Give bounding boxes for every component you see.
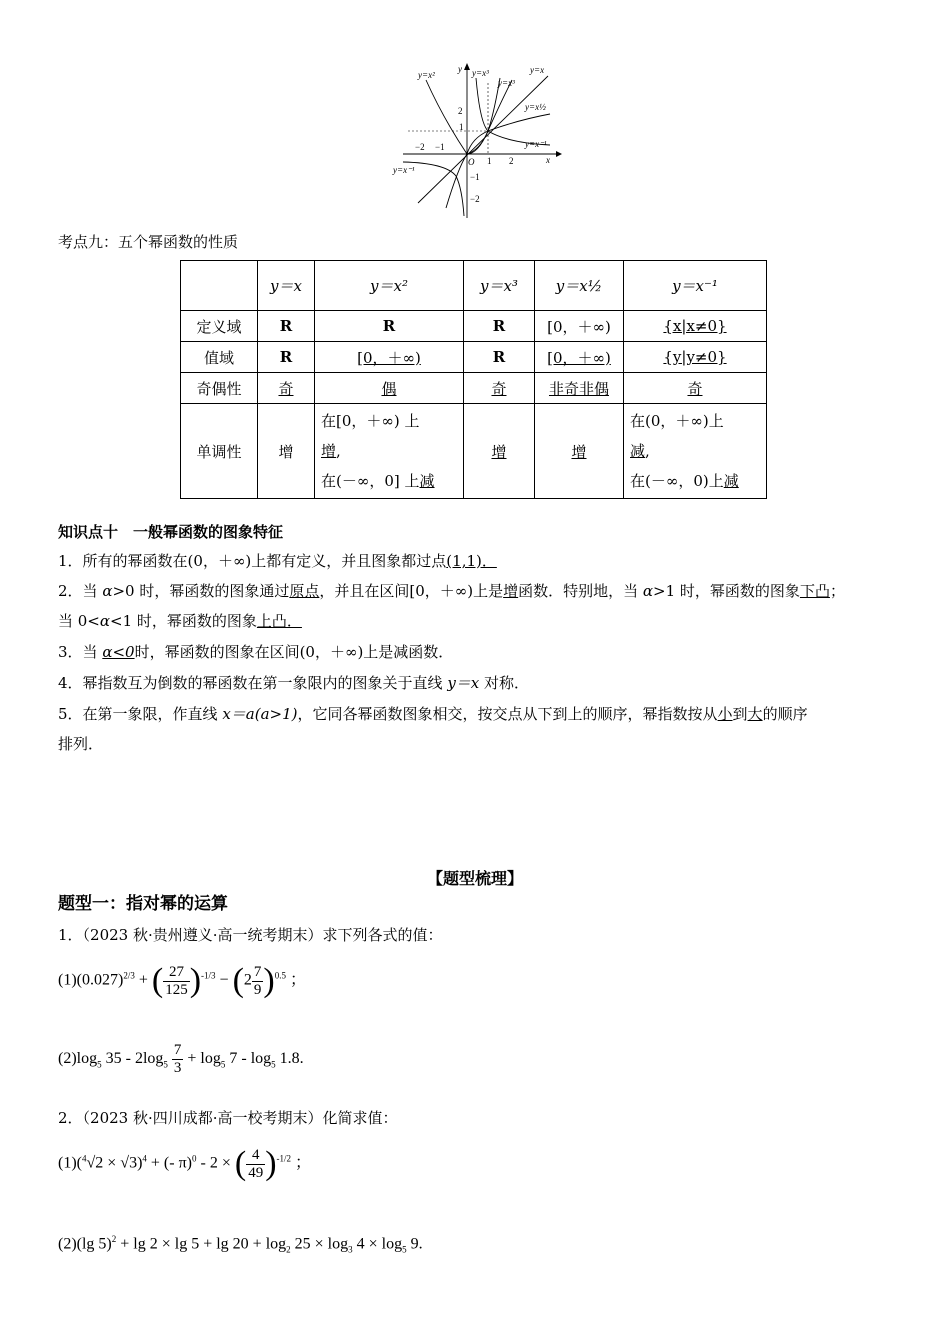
- cell: R: [464, 342, 535, 373]
- header-col: y＝x: [258, 261, 315, 311]
- table-row: [181, 404, 767, 499]
- svg-text:1: 1: [459, 122, 464, 132]
- row-label: 单调性: [181, 404, 258, 499]
- power-function-graph: [388, 58, 563, 220]
- table-row: [181, 342, 767, 373]
- cell: R: [258, 311, 315, 342]
- paragraph: 当 0<α<1 时，幂函数的图象上凸．: [58, 612, 302, 630]
- cell: [0，＋∞): [535, 342, 624, 373]
- svg-text:−2: −2: [415, 142, 425, 152]
- row-label: 奇偶性: [181, 373, 258, 404]
- cell: 在[0，＋∞) 上 增, 在(－∞，0] 上减: [315, 404, 464, 499]
- q1-part1: $(1)(0.027)^{2/3}$ + ( $\frac{27}{125}$ )$^{-1/3}$ − (2 $\frac{7}{9}$ )$^{0.5}$ ；: [58, 962, 306, 999]
- svg-text:−1: −1: [435, 142, 445, 152]
- paragraph: 5．在第一象限，作直线 x＝a(a>1)，它同各幂函数图象相交，按交点从下到上的顺序，幂指数按从小到大的顺序: [58, 705, 808, 723]
- paragraph: 3．当 α<0时，幂函数的图象在区间(0，＋∞)上是减函数．: [58, 643, 454, 661]
- cell: [0，＋∞): [535, 311, 624, 342]
- cell: R: [315, 311, 464, 342]
- question-2: 2．（2023 秋·四川成都·高一校考期末）化简求值：: [58, 1109, 398, 1127]
- header-col: y＝x½: [535, 261, 624, 311]
- cell: {x|x≠0}: [624, 311, 767, 342]
- properties-table: [180, 260, 767, 499]
- paragraph: 1．所有的幂函数在(0，＋∞)上都有定义，并且图象都过点(1,1)．: [58, 552, 497, 570]
- label-x2: y=x²: [418, 70, 435, 80]
- y-axis-arrow: [464, 63, 470, 70]
- svg-text:2: 2: [458, 106, 463, 116]
- cell: 奇: [258, 373, 315, 404]
- header-col: y＝x⁻¹: [624, 261, 767, 311]
- paragraph: 2．当 α>0 时，幂函数的图象通过原点，并且在区间[0，＋∞)上是增函数．特别地，当 α>1 时，幂函数的图象下凸；: [58, 582, 845, 600]
- x-axis-label: x: [546, 155, 550, 165]
- types-heading: 【题型梳理】: [426, 869, 523, 888]
- label-x3: y=x³: [472, 68, 489, 78]
- x-axis-arrow: [556, 151, 562, 157]
- table-row: [181, 311, 767, 342]
- cell: 增: [464, 404, 535, 499]
- row-label: 定义域: [181, 311, 258, 342]
- cell: 非奇非偶: [535, 373, 624, 404]
- header-col: y＝x³: [464, 261, 535, 311]
- label-inv-left: y=x⁻¹: [393, 165, 415, 175]
- q1-part2: $(2)\log_5$ $35 - 2\log_5$ $\frac{7}{3}$ + $\log_5 7 - \log_5 1.8$.: [58, 1042, 304, 1076]
- paragraph: 排列．: [58, 735, 104, 753]
- cell: 奇: [624, 373, 767, 404]
- label-inv-right: y=x⁻¹: [525, 139, 547, 149]
- label-x: y=x: [530, 65, 545, 75]
- cell: 偶: [315, 373, 464, 404]
- cell: R: [258, 342, 315, 373]
- cell: R: [464, 311, 535, 342]
- type1-title: 题型一：指对幂的运算: [58, 894, 228, 914]
- cell: 增: [258, 404, 315, 499]
- section9-title: 考点九：五个幂函数的性质: [58, 233, 239, 251]
- cell: 在(0，＋∞)上 减, 在(－∞，0)上减: [624, 404, 767, 499]
- question-1: 1．（2023 秋·贵州遵义·高一统考期末）求下列各式的值：: [58, 926, 443, 944]
- cell: [0，＋∞): [315, 342, 464, 373]
- origin-label: O: [468, 157, 475, 167]
- section10-title: 知识点十 一般幂函数的图象特征: [58, 523, 284, 541]
- row-label: 值域: [181, 342, 258, 373]
- svg-text:1: 1: [487, 156, 492, 166]
- svg-text:2: 2: [509, 156, 514, 166]
- label-x3b: y=x³: [498, 78, 515, 88]
- cell: 奇: [464, 373, 535, 404]
- table-row: [181, 373, 767, 404]
- table-corner: [181, 261, 258, 311]
- header-col: y＝x²: [315, 261, 464, 311]
- svg-text:−1: −1: [470, 172, 480, 182]
- y-axis-label: y: [458, 64, 462, 74]
- label-sqrt: y=x½: [525, 102, 546, 112]
- cell: 增: [535, 404, 624, 499]
- cell: {y|y≠0}: [624, 342, 767, 373]
- paragraph: 4．幂指数互为倒数的幂函数在第一象限内的图象关于直线 y＝x 对称．: [58, 674, 530, 692]
- q2-part1: $(1)(^4√2 \times √3)^4$ + (- π)$^0$ - 2 × ( $\frac{4}{49}$ )$^{-1/2}$ ；: [58, 1145, 312, 1182]
- q2-part2: (2)(lg $5)^2 + \lg 2 \times \lg 5 + \lg 20 + \log_2 25 \times \log_3 4 \times \log_5 9$.: [58, 1234, 423, 1255]
- svg-text:−2: −2: [470, 194, 480, 204]
